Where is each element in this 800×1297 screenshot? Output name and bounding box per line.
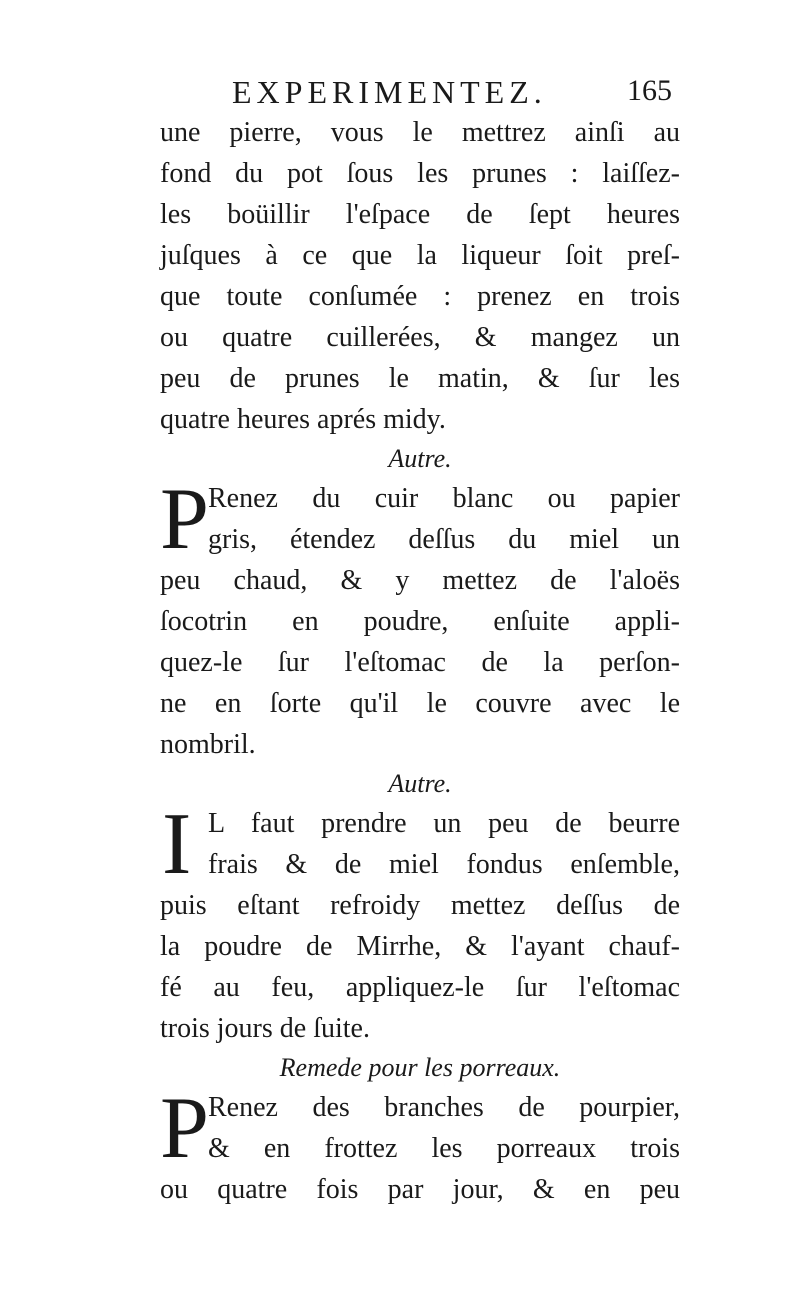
text-line: frais & de miel fondus enſemble, — [208, 849, 680, 880]
page-number: 165 — [627, 74, 672, 107]
text-line: une pierre, vous le mettrez ainſi au — [160, 117, 680, 148]
text-line: quez-le ſur l'eſtomac de la perſon- — [160, 647, 680, 678]
text-line: fé au feu, appliquez-le ſur l'eſtomac — [160, 972, 680, 1003]
page-header — [160, 68, 680, 118]
running-head: EXPERIMENTEZ. — [232, 74, 547, 110]
text-line: que toute conſumée : prenez en trois — [160, 281, 680, 312]
text-line: Renez des branches de pourpier, — [208, 1092, 680, 1123]
section-heading: Remede pour les porreaux. — [279, 1053, 561, 1082]
paragraph-recipe — [160, 1080, 680, 1210]
text-line: gris, étendez deſſus du miel un — [208, 524, 680, 555]
paragraph-recipe — [160, 471, 680, 765]
text-line: ne en ſorte qu'il le couvre avec le — [160, 688, 680, 719]
paragraph-continuation — [160, 112, 680, 440]
drop-cap: P — [160, 471, 209, 568]
section-heading: Autre. — [388, 769, 452, 798]
page-body — [160, 112, 680, 1210]
drop-cap: I — [162, 796, 192, 893]
text-line: les boüillir l'eſpace de ſept heures — [160, 199, 680, 230]
text-line: trois jours de ſuite. — [160, 1013, 370, 1044]
drop-cap: P — [160, 1080, 209, 1177]
section-heading: Autre. — [388, 444, 452, 473]
text-line: Renez du cuir blanc ou papier — [208, 483, 680, 514]
text-line: & en frottez les porreaux trois — [208, 1133, 680, 1164]
text-line: fond du pot ſous les prunes : laiſſez- — [160, 158, 680, 189]
text-line: nombril. — [160, 729, 256, 760]
paragraph-recipe — [160, 796, 680, 1049]
text-line: puis eſtant refroidy mettez deſſus de — [160, 890, 680, 921]
text-line: L faut prendre un peu de beurre — [208, 808, 680, 839]
text-line: ſocotrin en poudre, enſuite appli- — [160, 606, 680, 637]
text-line: juſques à ce que la liqueur ſoit preſ- — [160, 240, 680, 271]
text-line: ou quatre cuillerées, & mangez un — [160, 322, 680, 353]
text-line: peu de prunes le matin, & ſur les — [160, 363, 680, 394]
text-line: la poudre de Mirrhe, & l'ayant chauf- — [160, 931, 680, 962]
text-line: quatre heures aprés midy. — [160, 404, 446, 435]
text-line: ou quatre fois par jour, & en peu — [160, 1174, 680, 1205]
text-line: peu chaud, & y mettez de l'aloës — [160, 565, 680, 596]
